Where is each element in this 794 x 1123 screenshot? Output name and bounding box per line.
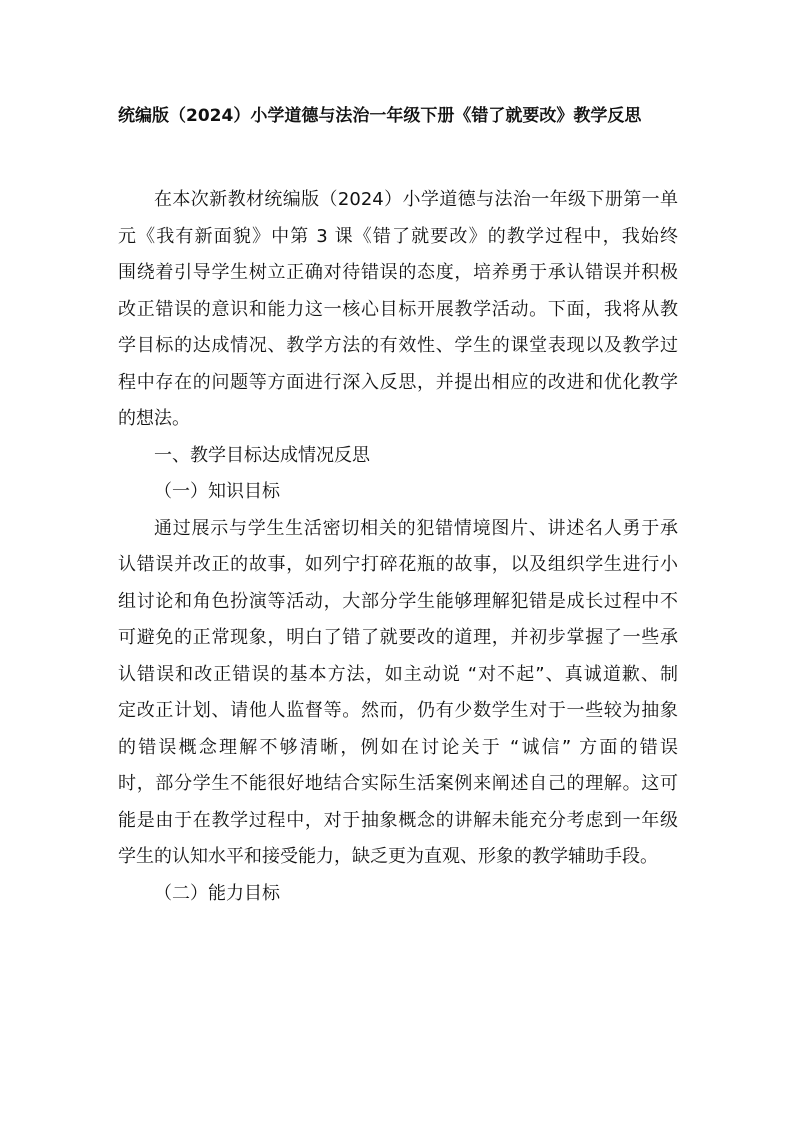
document-body [118, 182, 678, 912]
subsection-heading: （二）能力目标 [154, 882, 280, 904]
paragraph-line: 学生的认知水平和接受能力，缺乏更为直观、形象的教学辅助手段。 [118, 846, 658, 867]
paragraph-line: 的错误概念理解不够清晰，例如在讨论关于 “诚信” 方面的错误 [118, 736, 678, 758]
section-heading: 一、教学目标达成情况反思 [154, 444, 370, 466]
document-title: 统编版（2024）小学道德与法治一年级下册《错了就要改》教学反思 [118, 106, 642, 126]
paragraph-line: 学目标的达成情况、教学方法的有效性、学生的课堂表现以及教学过 [118, 335, 678, 356]
paragraph-line: 认错误并改正的故事，如列宁打碎花瓶的故事，以及组织学生进行小 [118, 554, 678, 575]
paragraph-line: 能是由于在教学过程中，对于抽象概念的讲解未能充分考虑到一年级 [118, 809, 678, 831]
paragraph-line: 在本次新教材统编版（2024）小学道德与法治一年级下册第一单 [154, 189, 678, 210]
paragraph-line: 时，部分学生不能很好地结合实际生活案例来阐述自己的理解。这可 [118, 773, 678, 794]
paragraph-line: 组讨论和角色扮演等活动，大部分学生能够理解犯错是成长过程中不 [118, 590, 678, 612]
paragraph-line: 通过展示与学生生活密切相关的犯错情境图片、讲述名人勇于承 [154, 517, 678, 539]
knowledge-paragraph [118, 511, 678, 876]
paragraph-line: 可避免的正常现象，明白了错了就要改的道理，并初步掌握了一些承 [118, 627, 678, 648]
paragraph-line: 元《我有新面貌》中第 3 课《错了就要改》的教学过程中，我始终 [118, 225, 678, 247]
intro-paragraph [118, 182, 678, 438]
paragraph-line: 围绕着引导学生树立正确对待错误的态度，培养勇于承认错误并积极 [118, 262, 678, 283]
subsection-heading: （一）知识目标 [154, 481, 280, 502]
paragraph-line: 定改正计划、请他人监督等。然而，仍有少数学生对于一些较为抽象 [118, 700, 678, 721]
paragraph-line: 认错误和改正错误的基本方法，如主动说 “对不起”、真诚道歉、制 [118, 663, 678, 685]
paragraph-line: 程中存在的问题等方面进行深入反思，并提出相应的改进和优化教学 [118, 371, 678, 393]
paragraph-line: 改正错误的意识和能力这一核心目标开展教学活动。下面，我将从教 [118, 298, 678, 320]
paragraph-line: 的想法。 [118, 408, 190, 429]
